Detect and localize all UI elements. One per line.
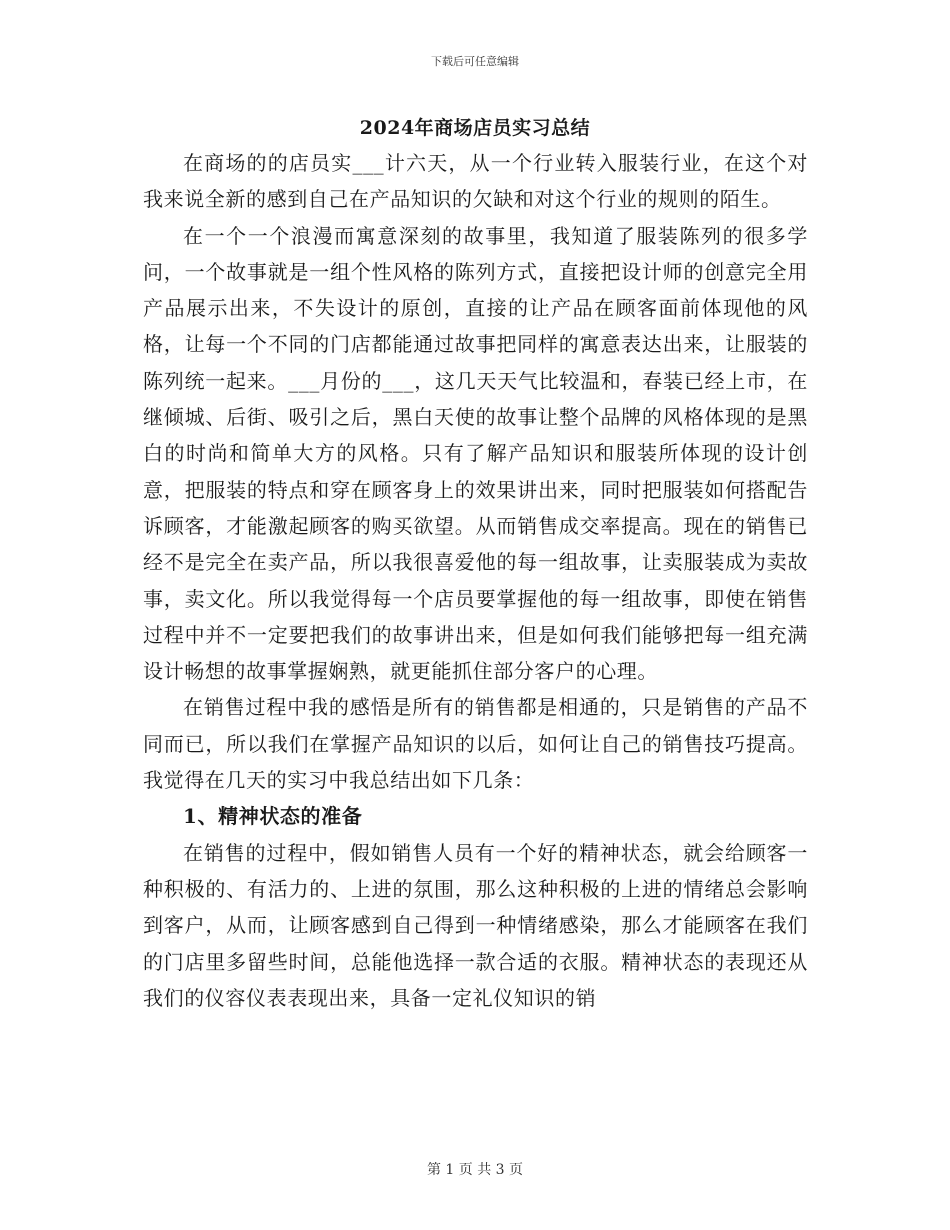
page-footer: 第 1 页 共 3 页 — [426, 1162, 524, 1178]
document-body — [143, 145, 808, 1016]
page-header: 下载后可任意编辑 — [431, 55, 519, 68]
paragraph-mental-state: 在销售的过程中，假如销售人员有一个好的精神状态，就会给顾客一种积极的、有活力的、上进的氛围，那么这种积极的上进的情绪总会影响到客户，从而，让顾客感到自己得到一种情绪感染，那么才能顾客在我们的门店里多留些时间，总能他选择一款合适的衣服。精神状态的表现还从我们的仪容仪表表现出来，具备一定礼仪知识的销 — [143, 840, 808, 1010]
section-heading: 1、精神状态的准备 — [183, 804, 363, 829]
document-title: 2024年商场店员实习总结 — [359, 117, 591, 139]
paragraph-intro: 在商场的的店员实___计六天，从一个行业转入服装行业，在这个对我来说全新的感到自己在产品知识的欠缺和对这个行业的规则的陌生。 — [143, 151, 808, 212]
paragraph-sales-insight: 在销售过程中我的感悟是所有的销售都是相通的，只是销售的产品不同而已，所以我们在掌握产品知识的以后，如何让自己的销售技巧提高。我觉得在几天的实习中我总结出如下几条： — [143, 695, 808, 793]
paragraph-stories: 在一个一个浪漫而寓意深刻的故事里，我知道了服装陈列的很多学问，一个故事就是一组个性风格的陈列方式，直接把设计师的创意完全用产品展示出来，不失设计的原创，直接的让产品在顾客面前体现他的风格，让每一个不同的门店都能通过故事把同样的寓意表达出来，让服装的陈列统一起来。___月份的___，这几天天气比较温和，春装已经上市，在继倾城、后街、吸引之后，黑白天使的故事让整个品牌的风格体现的是黑白的时尚和简单大方的风格。只有了解产品知识和服装所体现的设计创意，把服装的特点和穿在顾客身上的效果讲出来，同时把服装如何搭配告诉顾客，才能激起顾客的购买欲望。从而销售成交率提高。现在的销售已经不是完全在卖产品，所以我很喜爱他的每一组故事，让卖服装成为卖故事，卖文化。所以我觉得每一个店员要掌握他的每一组故事，即使在销售过程中并不一定要把我们的故事讲出来，但是如何我们能够把每一组充满设计畅想的故事掌握娴熟，就更能抓住部分客户的心理。 — [143, 223, 808, 684]
